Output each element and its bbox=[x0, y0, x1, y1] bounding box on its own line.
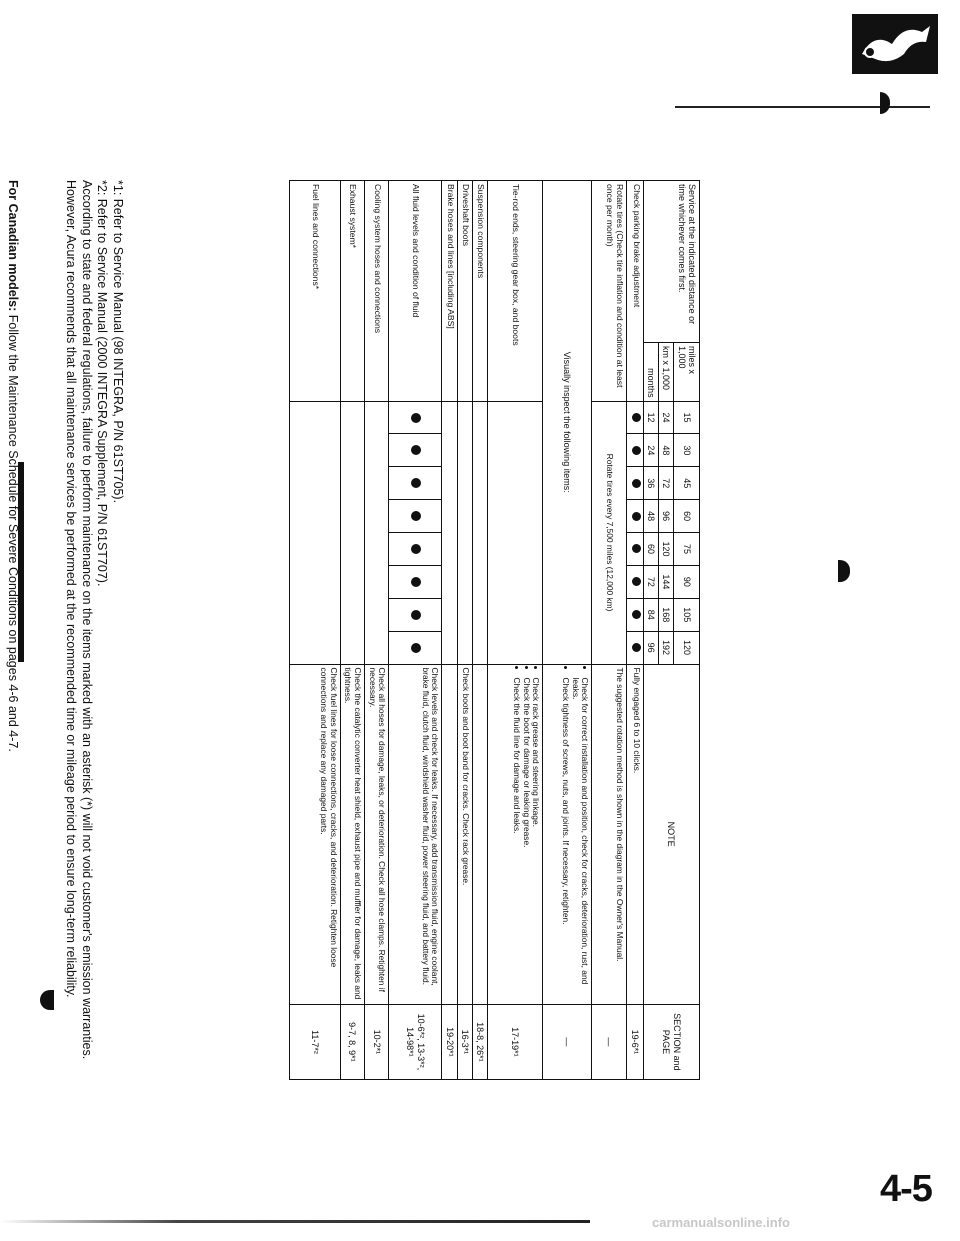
item-label: Fuel lines and connections* bbox=[289, 181, 340, 402]
service-dot bbox=[632, 643, 641, 652]
interval-cell: 96 bbox=[658, 500, 673, 533]
interval-cell: 72 bbox=[658, 467, 673, 500]
service-interval-label: Service at the indicated distance or time whichever comes first. bbox=[643, 181, 699, 343]
service-dot bbox=[632, 479, 641, 488]
note-bullet: • Check for correct installation and position, check for cracks, deterioration, rust, and leaks. bbox=[570, 678, 589, 1001]
item-label: Cooling system hoses and connections bbox=[364, 181, 388, 402]
item-label: Driveshaft boots bbox=[457, 181, 472, 402]
table-row bbox=[340, 181, 364, 1080]
service-dot bbox=[632, 413, 641, 422]
note-cell bbox=[488, 664, 543, 1004]
interval-cell: 60 bbox=[674, 500, 700, 533]
service-dot bbox=[632, 544, 641, 553]
interval-cell: 45 bbox=[674, 467, 700, 500]
service-dot bbox=[411, 643, 421, 653]
interval-cell: 72 bbox=[643, 565, 658, 598]
note-cell bbox=[472, 664, 487, 1004]
section-cell: 17-19*¹ bbox=[488, 1004, 543, 1079]
interval-cell: 24 bbox=[643, 434, 658, 467]
interval-row-miles bbox=[674, 181, 700, 1080]
footnote-2: *2: Refer to Service Manual (2000 INTEGRA Supplement, P/N 61ST707). bbox=[95, 180, 110, 587]
service-dot bbox=[411, 577, 421, 587]
note-cell bbox=[543, 664, 592, 1004]
item-label: All fluid levels and condition of fluid bbox=[389, 181, 442, 402]
schedule-span bbox=[364, 401, 388, 664]
item-label: Brake hoses and lines [including ABS] bbox=[442, 181, 457, 402]
table-row bbox=[488, 181, 543, 1080]
interval-cell: 15 bbox=[674, 401, 700, 434]
schedule-span bbox=[289, 401, 340, 664]
schedule-span bbox=[472, 401, 487, 664]
section-cell: 19-20*¹ bbox=[442, 1004, 457, 1079]
section-cell: 10-2*¹ bbox=[364, 1004, 388, 1079]
section-logo-icon bbox=[852, 14, 938, 74]
canadian-models-note bbox=[6, 180, 20, 752]
note-cell: Fully engaged 6 to 10 clicks. bbox=[627, 664, 643, 1004]
table-row bbox=[289, 181, 340, 1080]
interval-cell: 75 bbox=[674, 533, 700, 566]
note-bullet: • Check the boot for damage or leaking grease. bbox=[521, 678, 531, 1001]
note-cell: Check all hoses for damage, leaks, or deterioration. Check all hose clamps. Retighten if necessary. bbox=[364, 664, 388, 1004]
section-cell: 18-8, 26*¹ bbox=[472, 1004, 487, 1079]
interval-unit-label: months bbox=[643, 342, 658, 401]
note-bullet: • Check rack grease and steering linkage. bbox=[531, 678, 541, 1001]
binding-mark-bottom bbox=[40, 990, 54, 1010]
section-cell: 16-3*¹ bbox=[457, 1004, 472, 1079]
interval-cell: 120 bbox=[658, 533, 673, 566]
note-cell: Check levels and check for leaks. If necessary, add transmission fluid, engine coolant, brake fluid, clutch fluid, windshield washer fluid, power steering fluid, and battery fluid. bbox=[389, 664, 442, 1004]
service-dot bbox=[411, 445, 421, 455]
service-dot bbox=[411, 544, 421, 554]
header-rule bbox=[675, 106, 930, 108]
section-column-header: SECTION and PAGE bbox=[643, 1004, 699, 1079]
interval-cell: 60 bbox=[643, 533, 658, 566]
item-label: Tie-rod ends, steering gear box, and boots bbox=[488, 181, 543, 402]
table-row bbox=[364, 181, 388, 1080]
schedule-span bbox=[340, 401, 364, 664]
note-column-header: NOTE bbox=[643, 664, 699, 1004]
schedule-span bbox=[457, 401, 472, 664]
item-label: Check parking brake adjustment bbox=[627, 181, 643, 402]
interval-cell: 12 bbox=[643, 401, 658, 434]
visual-inspect-heading: Visually inspect the following items: bbox=[543, 181, 592, 665]
interval-unit-label: km x 1,000 bbox=[658, 342, 673, 401]
rotated-page-content bbox=[6, 180, 700, 1080]
table-row bbox=[457, 181, 472, 1080]
table-row bbox=[472, 181, 487, 1080]
interval-cell: 120 bbox=[674, 631, 700, 664]
section-cell: 9-7, 8, 9*¹ bbox=[340, 1004, 364, 1079]
emission-warranty-text: According to state and federal regulations, failure to perform maintenance on the items marked with an asterisk (*) will not void customer's emission warranties. However, Acura recommends that all maintenance services be performed at the recommended time or mileage period to ensure long-term reliability. bbox=[64, 180, 94, 1060]
service-dot bbox=[632, 446, 641, 455]
note-bullet: • Check tightness of screws, nuts, and joints. If necessary, retighten. bbox=[560, 678, 570, 1001]
interval-cell: 30 bbox=[674, 434, 700, 467]
table-row bbox=[592, 181, 627, 1080]
note-bullet: • Check the fluid line for damage and leaks. bbox=[511, 678, 521, 1001]
canadian-models-text: Follow the Maintenance Schedule for Severe Conditions on pages 4-6 and 4-7. bbox=[6, 311, 20, 752]
schedule-text: Rotate tires every 7,500 miles (12,000 km) bbox=[592, 401, 627, 664]
schedule-span bbox=[442, 401, 457, 664]
schedule-span bbox=[488, 401, 543, 664]
interval-cell: 144 bbox=[658, 565, 673, 598]
table-row bbox=[389, 181, 442, 1080]
table-row bbox=[543, 181, 592, 1080]
interval-cell: 96 bbox=[643, 631, 658, 664]
section-cell: — bbox=[592, 1004, 627, 1079]
interval-cell: 90 bbox=[674, 565, 700, 598]
item-label: Suspension components bbox=[472, 181, 487, 402]
section-cell: 10-6*², 13-3*², 14-98*¹ bbox=[389, 1004, 442, 1079]
page-number: 4-5 bbox=[880, 1168, 932, 1210]
section-cell: 19-6*¹ bbox=[627, 1004, 643, 1079]
binding-mark-top bbox=[880, 92, 890, 114]
interval-cell: 105 bbox=[674, 598, 700, 631]
note-cell: Check boots and boot band for cracks. Check rack grease. bbox=[457, 664, 472, 1004]
interval-cell: 24 bbox=[658, 401, 673, 434]
service-dot bbox=[411, 478, 421, 488]
watermark: carmanualsonline.info bbox=[652, 1215, 790, 1230]
interval-cell: 168 bbox=[658, 598, 673, 631]
bottom-scan-edge bbox=[0, 1220, 590, 1223]
service-dot bbox=[411, 511, 421, 521]
section-cell: 11-7*² bbox=[289, 1004, 340, 1079]
interval-cell: 48 bbox=[643, 500, 658, 533]
item-label: Rotate tires (Check tire inflation and condition at least once per month) bbox=[592, 181, 627, 402]
service-dot bbox=[632, 577, 641, 586]
maintenance-schedule-table bbox=[289, 180, 700, 1080]
note-cell: Check the catalytic converter heat shield, exhaust pipe and muffler for damage, leaks and tightness. bbox=[340, 664, 364, 1004]
interval-unit-label: miles x 1,000 bbox=[674, 342, 700, 401]
canadian-models-label: For Canadian models: bbox=[6, 180, 20, 312]
interval-cell: 36 bbox=[643, 467, 658, 500]
table-row bbox=[442, 181, 457, 1080]
interval-cell: 192 bbox=[658, 631, 673, 664]
service-dot bbox=[632, 610, 641, 619]
note-cell: The suggested rotation method is shown in the diagram in the Owner's Manual. bbox=[592, 664, 627, 1004]
interval-cell: 48 bbox=[658, 434, 673, 467]
interval-cell: 84 bbox=[643, 598, 658, 631]
note-cell bbox=[442, 664, 457, 1004]
footnotes bbox=[63, 180, 126, 1080]
note-cell: Check fuel lines for loose connections, cracks, and deterioration. Retighten loose connections and replace any damaged parts. bbox=[289, 664, 340, 1004]
table-row bbox=[627, 181, 643, 1080]
service-dot bbox=[411, 413, 421, 423]
service-dot bbox=[632, 512, 641, 521]
service-dot bbox=[411, 610, 421, 620]
section-cell: — bbox=[543, 1004, 592, 1079]
footnote-1: *1: Refer to Service Manual (98 INTEGRA, P/N 61ST705). bbox=[111, 180, 125, 504]
binding-mark-mid-right bbox=[838, 560, 850, 582]
item-label: Exhaust system* bbox=[340, 181, 364, 402]
